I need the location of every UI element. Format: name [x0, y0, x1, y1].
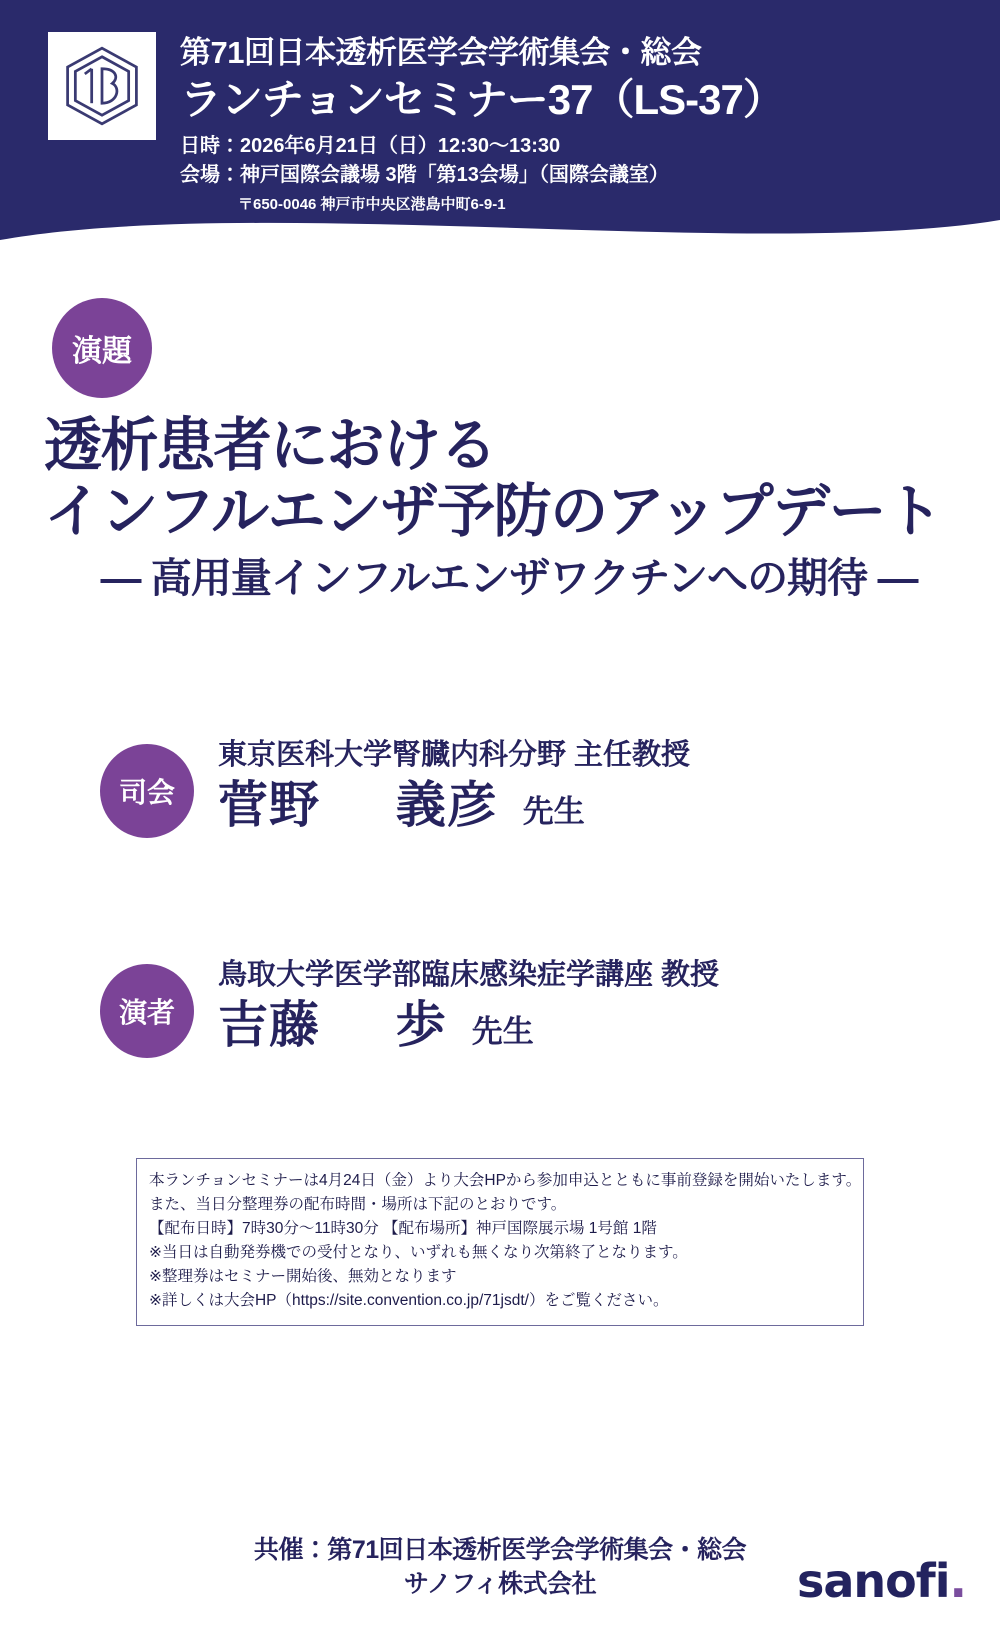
notes-line-4: ※当日は自動発券機での受付となり、いずれも無くなり次第終了となります。	[149, 1244, 688, 1262]
notes-box	[136, 1158, 864, 1326]
poster-header	[0, 0, 1000, 248]
chair-affiliation: 東京医科大学腎臓内科分野 主任教授	[218, 739, 691, 771]
chair-info	[218, 738, 690, 834]
speaker-affiliation: 鳥取大学医学部臨床感染症学講座 教授	[218, 959, 720, 991]
speaker-block	[100, 958, 960, 1076]
notes-line-5: ※整理券はセミナー開始後、無効となります	[149, 1268, 457, 1286]
chair-block	[100, 738, 960, 856]
speaker-badge: 演者	[100, 964, 194, 1058]
seminar-title: ランチョンセミナー37（LS-37）	[180, 76, 784, 124]
sanofi-wordmark-icon	[797, 1554, 966, 1608]
speaker-info	[218, 958, 719, 1054]
poster-footer	[0, 1526, 1000, 1634]
seminar-venue-address: 〒650-0046 神戸市中央区港島中町6-9-1	[238, 196, 506, 214]
speaker-honorific: 先生	[471, 1013, 534, 1049]
notes-line-6: ※詳しくは大会HP（https://site.convention.co.jp/71jsdt/）をご覧ください。	[149, 1292, 669, 1310]
conference-emblem-icon	[59, 43, 145, 129]
chair-badge: 司会	[100, 744, 194, 838]
conference-name: 第71回日本透析医学会学術集会・総会	[180, 35, 702, 70]
chair-given-name: 義彦	[395, 776, 498, 833]
sanofi-wordmark-text: sanofi	[796, 1554, 950, 1608]
notes-line-1: 本ランチョンセミナーは4月24日（金）より大会HPから参加申込とともに事前登録を開始いたします。	[149, 1172, 862, 1189]
conference-emblem-box	[48, 32, 156, 140]
notes-line-2: また、当日分整理券の配布時間・場所は下記のとおりです。	[149, 1196, 567, 1214]
talk-title-line-2: インフルエンザ予防のアップデート	[44, 478, 942, 544]
talk-title-line-1: 透析患者における	[44, 413, 497, 478]
topic-badge: 演題	[52, 298, 152, 398]
seminar-venue: 会場：神戸国際会議場 3階「第13会場」（国際会議室）	[180, 164, 669, 187]
talk-subtitle: ― 高用量インフルエンザワクチンへの期待 ―	[100, 555, 918, 602]
cohost-line-2: サノフィ株式会社	[403, 1569, 597, 1598]
sanofi-dot-icon: .	[949, 1554, 966, 1608]
chair-family-name: 菅野	[218, 776, 320, 833]
cohost-line-1: 共催：第71回日本透析医学会学術集会・総会	[253, 1536, 747, 1564]
seminar-datetime: 日時：2026年6月21日（日）12:30〜13:30	[180, 135, 561, 158]
notes-line-3: 【配布日時】7時30分〜11時30分 【配布場所】神戸国際展示場 1号館 1階	[149, 1220, 657, 1238]
speaker-family-name: 吉藤	[218, 996, 320, 1053]
speaker-given-name: 歩	[395, 996, 447, 1053]
talk-title-block	[44, 413, 974, 603]
speaker-name	[218, 997, 719, 1055]
chair-name	[218, 777, 690, 835]
header-text-block	[180, 36, 784, 214]
chair-honorific: 先生	[522, 793, 585, 829]
